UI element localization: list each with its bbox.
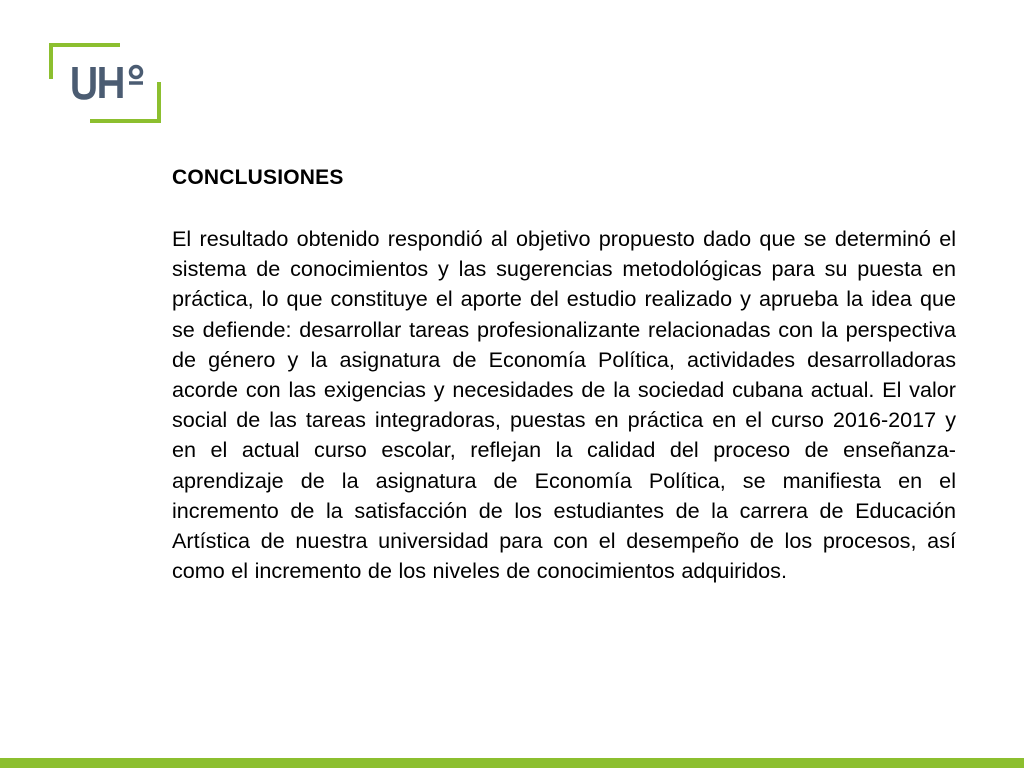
logo-frame-top-left <box>51 45 120 79</box>
conclusions-section <box>172 163 956 586</box>
bottom-accent-bar <box>0 758 1024 768</box>
conclusions-paragraph: El resultado obtenido respondió al objetivo propuesto dado que se determinó el sistema de conocimientos y las sugerencias metodológicas para su puesta en práctica, lo que constituye el aporte del estudio realizado y aprueba la idea que se defiende: desarrollar tareas profesionalizante relacionadas con la perspectiva de género y la asignatura de Economía Política, actividades desarrolladoras acorde con las exigencias y necesidades de la sociedad cubana actual. El valor social de las tareas integradoras, puestas en práctica en el curso 2016-2017 y en el actual curso escolar, reflejan la calidad del proceso de enseñanza- aprendizaje de la asignatura de Economía Política, se manifiesta en el incremento de la satisfacción de los estudiantes de la carrera de Educación Artística de nuestra universidad para con el desempeño de los procesos, así como el incremento de los niveles de conocimientos adquiridos. <box>172 226 956 584</box>
logo-letter-h <box>102 67 120 98</box>
uh-logo <box>48 42 162 124</box>
logo-letter-u <box>75 67 93 97</box>
section-heading: CONCLUSIONES <box>172 166 344 189</box>
logo-ordinal-circle <box>131 67 142 78</box>
